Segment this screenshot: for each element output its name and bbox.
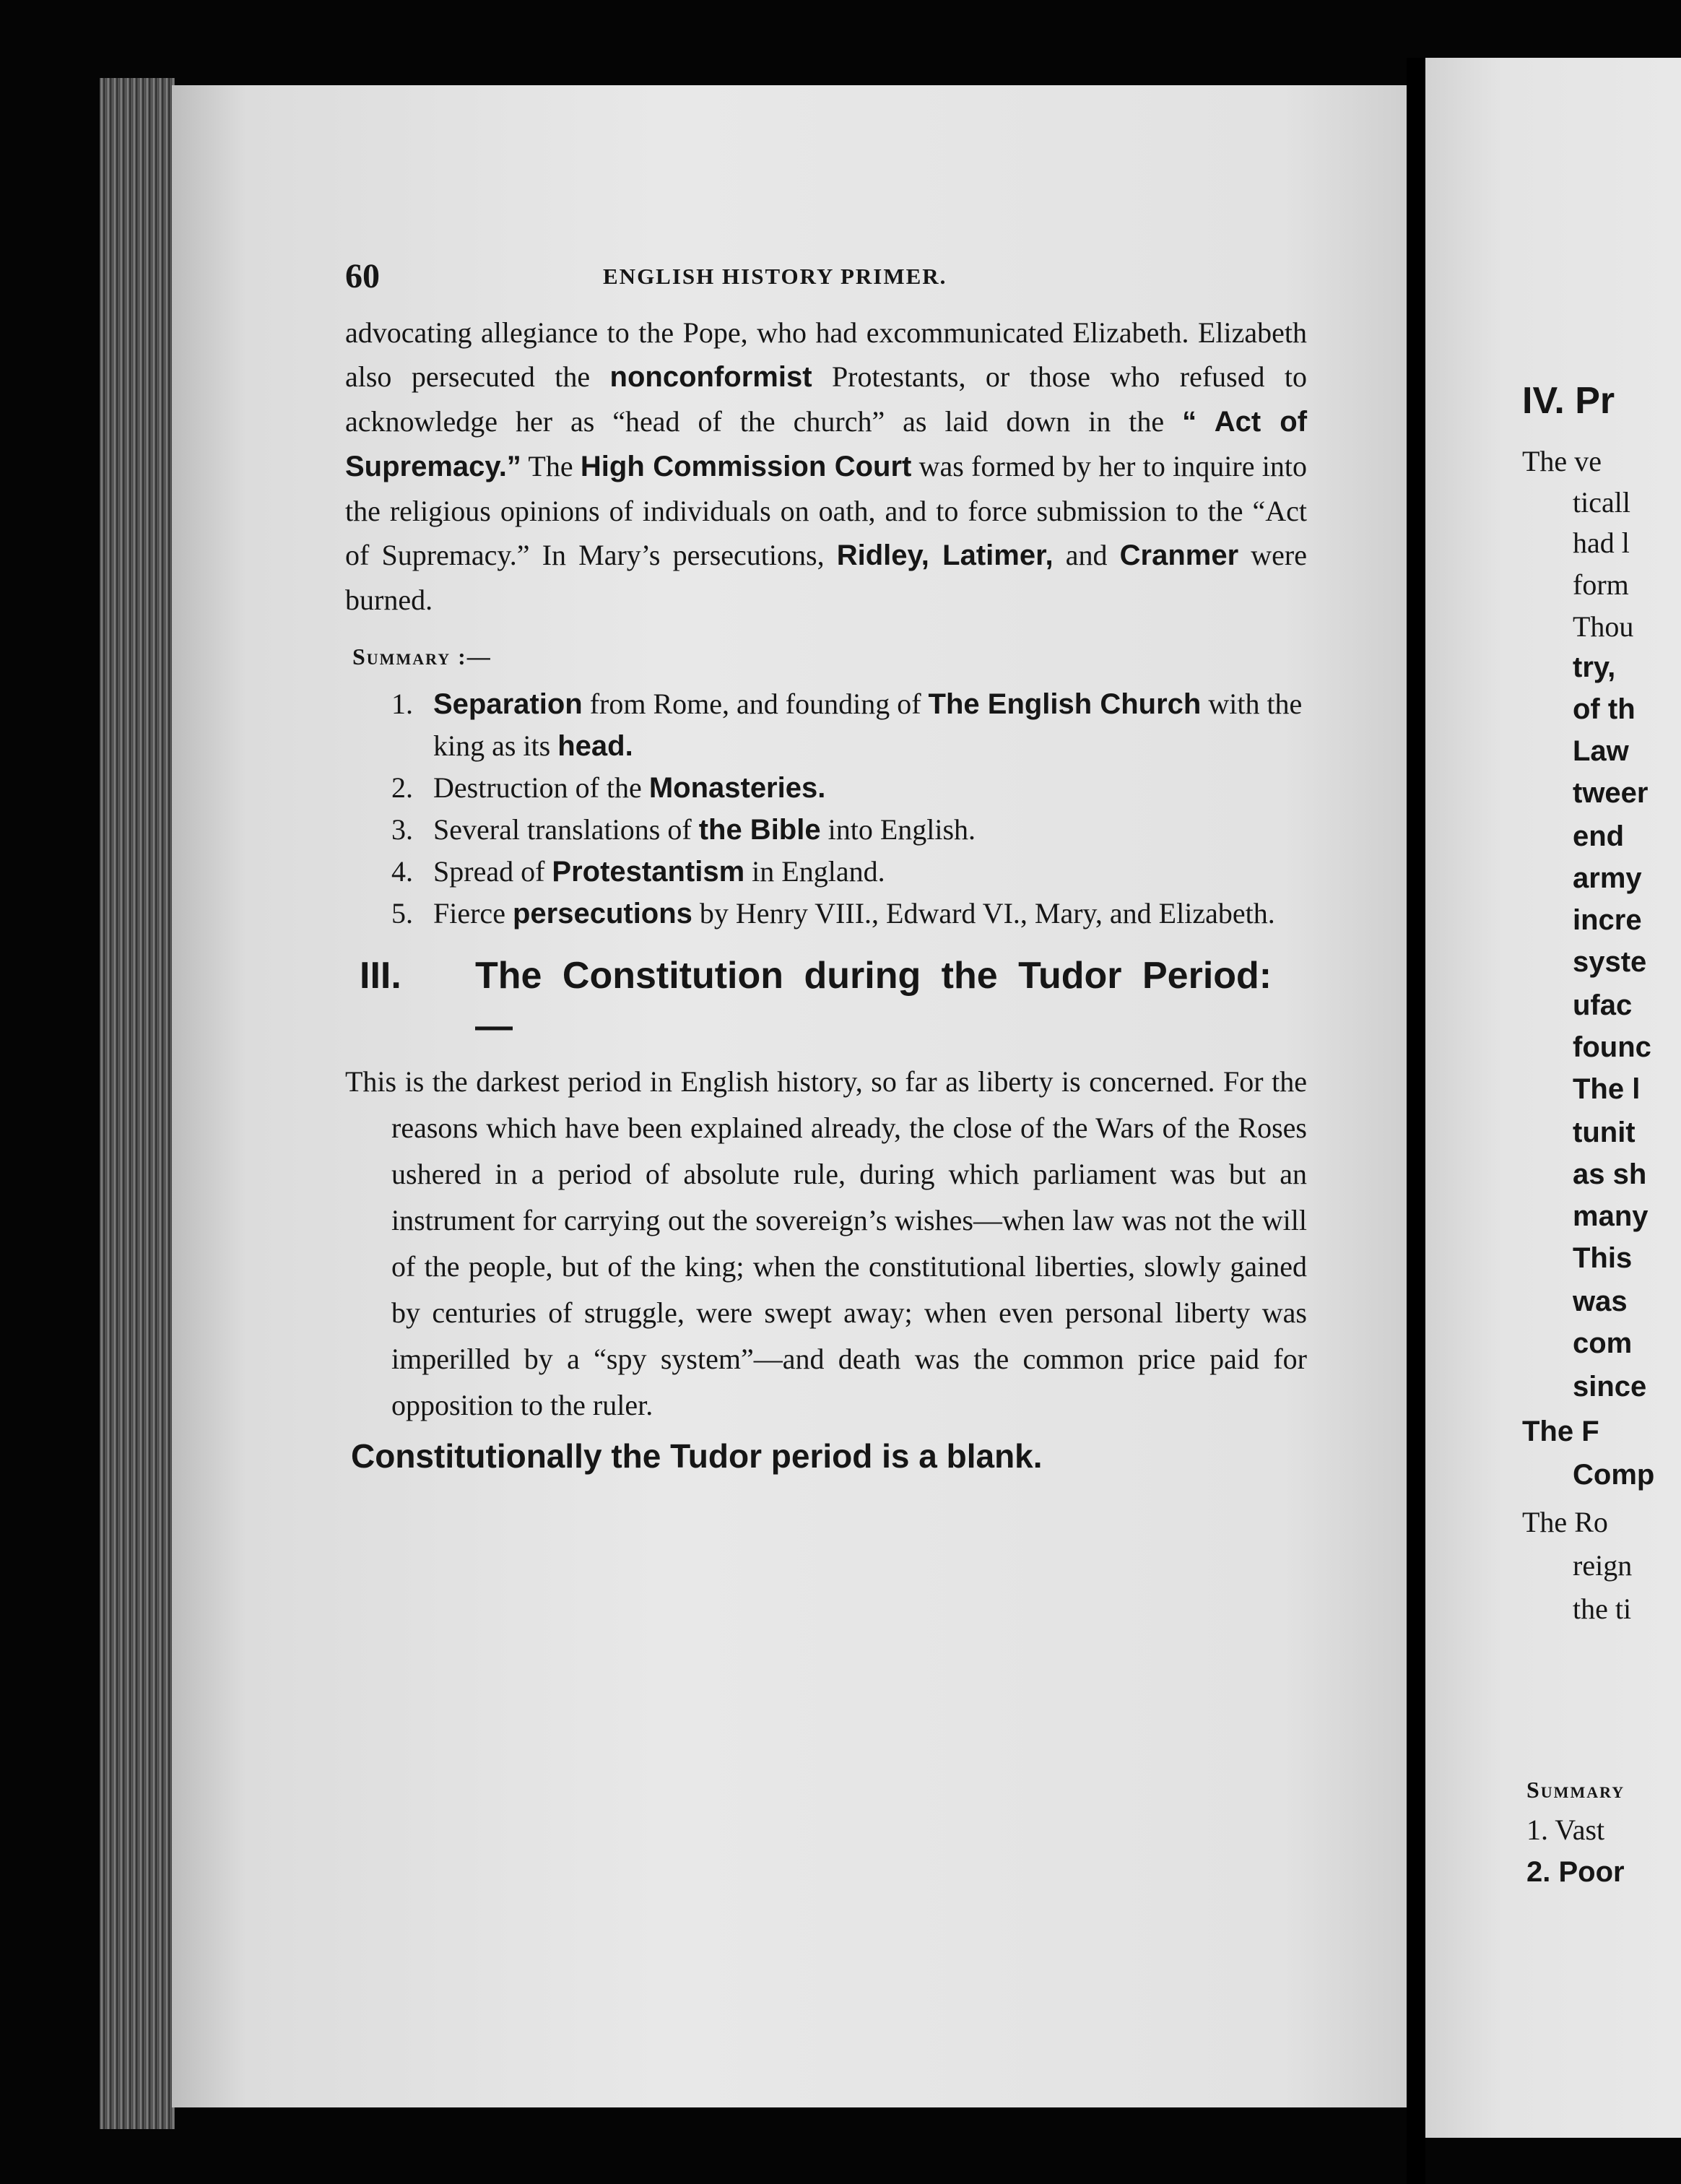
text-run: into English. xyxy=(820,813,976,846)
bold-term: Monasteries. xyxy=(648,772,826,804)
text-run: Spread of xyxy=(433,855,552,888)
opening-paragraph xyxy=(345,311,1307,622)
right-page-line: had l xyxy=(1573,526,1630,559)
right-page-line: tweer xyxy=(1573,777,1649,809)
right-page-line: the ti xyxy=(1573,1592,1632,1625)
section-title: The Constitution during the Tudor Period:— xyxy=(475,955,1272,1047)
summary-item xyxy=(391,683,1307,767)
text-run: The xyxy=(521,450,581,482)
bold-term: High Commission Court xyxy=(580,451,912,482)
text-run: from Rome, and founding of xyxy=(582,688,929,720)
right-summary-item: 2. Poor xyxy=(1526,1856,1625,1888)
right-summary-label: Summary xyxy=(1526,1777,1625,1803)
section-heading xyxy=(360,950,1307,1052)
closing-statement: Constitutionally the Tudor period is a blank. xyxy=(351,1437,1043,1475)
summary-item xyxy=(391,851,1307,893)
section-numeral: III. xyxy=(360,955,401,997)
page-number: 60 xyxy=(345,257,380,295)
right-page-line: Thou xyxy=(1573,610,1634,643)
summary-list xyxy=(345,683,1307,935)
summary-item xyxy=(391,767,1307,809)
bold-term: The English Church xyxy=(928,688,1202,720)
right-page-line: many xyxy=(1573,1200,1649,1232)
bold-term: the Bible xyxy=(698,814,821,846)
text-run: with the king as its xyxy=(433,688,1303,762)
right-summary-item: 1. Vast xyxy=(1526,1814,1605,1846)
text-run: Destruction of the xyxy=(433,771,649,804)
right-page-line: of th xyxy=(1573,693,1636,725)
bold-term: “ Act of Supremacy.” xyxy=(345,406,1308,482)
text-run: Fierce xyxy=(433,897,513,930)
bold-term: Protestantism xyxy=(552,856,745,888)
item-number: 5. xyxy=(391,897,413,930)
right-page-line: syste xyxy=(1573,946,1647,978)
page-header xyxy=(345,256,1392,300)
right-page-line: try, xyxy=(1573,651,1616,683)
right-page-line: The F xyxy=(1522,1416,1599,1447)
right-page-line: ticall xyxy=(1573,486,1630,519)
bold-term: persecutions xyxy=(512,898,692,930)
right-page-line: as sh xyxy=(1573,1158,1647,1190)
summary-label: Summary :— xyxy=(352,644,492,670)
item-number: 2. xyxy=(391,771,413,804)
right-page-line: The Ro xyxy=(1522,1506,1608,1538)
text-run: Several translations of xyxy=(433,813,699,846)
right-page-line: Comp xyxy=(1573,1459,1655,1491)
text-run: were burned. xyxy=(345,539,1307,616)
right-page-line: The l xyxy=(1573,1073,1641,1105)
right-page-line: tunit xyxy=(1573,1117,1636,1148)
text-run: and xyxy=(1053,539,1120,571)
right-page-line: Law xyxy=(1573,735,1629,767)
right-page-line: reign xyxy=(1573,1549,1633,1582)
section-paragraph: This is the darkest period in English history, so far as liberty is concerned. For the reasons which have been explained already, the close of the Wars of the Roses ushered in a period of absolute rule, during which parliament was but an instrument for carrying out the sovereign’s wishes—when law was not the will of the people, but of the king; when the constitutional liberties, slowly gained by centuries of struggle, were swept away; when even personal liberty was imperilled by a “spy system”—and death was the common price paid for opposition to the ruler. xyxy=(345,1065,1307,1421)
text-run: by Henry VIII., Edward VI., Mary, and Elizabeth. xyxy=(692,897,1275,930)
item-number: 4. xyxy=(391,855,413,888)
text-run: in England. xyxy=(744,855,885,888)
bold-term: nonconformist xyxy=(609,361,812,393)
right-section-heading: IV. Pr xyxy=(1522,380,1615,422)
right-page-line: end xyxy=(1573,820,1625,852)
right-page xyxy=(1425,58,1681,2138)
text-run: Protestants, or those who refused to acknowledge her as “head of the church” as laid down in the xyxy=(345,360,1307,438)
right-page-line: was xyxy=(1573,1286,1628,1317)
running-title: ENGLISH HISTORY PRIMER. xyxy=(603,264,947,289)
item-number: 1. xyxy=(391,688,413,720)
right-page-line: com xyxy=(1573,1327,1633,1359)
right-page-line: form xyxy=(1573,568,1629,601)
bold-term: Separation xyxy=(433,688,583,720)
text-run: advocating allegiance to the Pope, who had excommunicated Elizabeth. Elizabeth also persecuted the xyxy=(345,316,1307,393)
right-page-line: since xyxy=(1573,1371,1647,1403)
page-edges xyxy=(100,78,175,2129)
right-page-line: ufac xyxy=(1573,989,1633,1021)
right-page-line: founc xyxy=(1573,1031,1651,1063)
right-page-line: The ve xyxy=(1522,445,1602,477)
summary-item xyxy=(391,893,1307,935)
left-page-body xyxy=(345,311,1307,1478)
book-gutter xyxy=(1407,58,1425,2184)
item-number: 3. xyxy=(391,813,413,846)
right-page-line: incre xyxy=(1573,904,1642,936)
text-run: was formed by her to inquire into the religious opinions of individuals on oath, and to force submission to the “Act of Supremacy.” In Mary’s persecutions, xyxy=(345,450,1308,571)
right-page-line: This xyxy=(1573,1242,1633,1274)
bold-term: head. xyxy=(557,730,633,762)
summary-item xyxy=(391,809,1307,851)
right-page-line: army xyxy=(1573,862,1642,894)
bold-term: Cranmer xyxy=(1119,540,1239,571)
bold-term: Ridley, Latimer, xyxy=(836,540,1054,571)
